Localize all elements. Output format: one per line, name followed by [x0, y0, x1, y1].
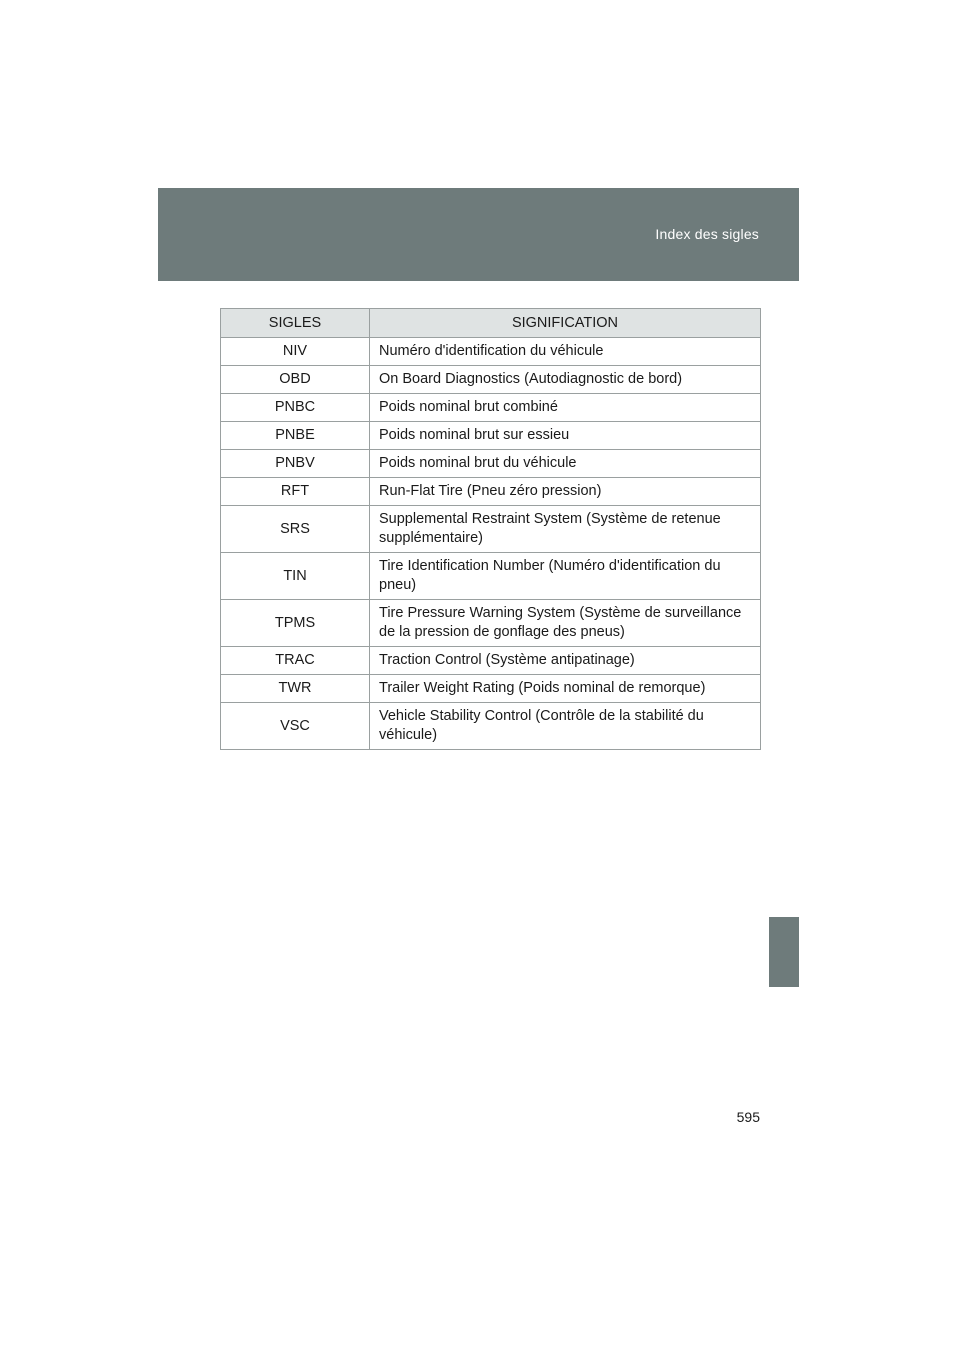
abbreviation-cell: TRAC — [221, 647, 370, 675]
abbreviation-cell: SRS — [221, 506, 370, 553]
meaning-cell: Run-Flat Tire (Pneu zéro pression) — [370, 478, 761, 506]
column-header-abbreviation: SIGLES — [221, 309, 370, 338]
meaning-cell: Poids nominal brut sur essieu — [370, 422, 761, 450]
table-row — [221, 647, 761, 675]
table-row — [221, 478, 761, 506]
abbreviation-cell: TWR — [221, 675, 370, 703]
meaning-cell: Vehicle Stability Control (Contrôle de la stabilité du véhicule) — [370, 703, 761, 750]
abbreviation-cell: PNBV — [221, 450, 370, 478]
page-number: 595 — [736, 1109, 760, 1125]
abbreviation-cell: OBD — [221, 366, 370, 394]
table-row — [221, 338, 761, 366]
meaning-cell: Poids nominal brut combiné — [370, 394, 761, 422]
meaning-cell: Tire Identification Number (Numéro d'identification du pneu) — [370, 553, 761, 600]
meaning-cell: Tire Pressure Warning System (Système de surveillance de la pression de gonflage des pneus) — [370, 600, 761, 647]
table-row — [221, 450, 761, 478]
column-header-meaning: SIGNIFICATION — [370, 309, 761, 338]
abbreviation-cell: VSC — [221, 703, 370, 750]
table-row — [221, 553, 761, 600]
meaning-cell: Poids nominal brut du véhicule — [370, 450, 761, 478]
table-row — [221, 506, 761, 553]
abbreviation-cell: TIN — [221, 553, 370, 600]
abbreviation-cell: RFT — [221, 478, 370, 506]
abbreviation-cell: PNBE — [221, 422, 370, 450]
abbreviation-cell: PNBC — [221, 394, 370, 422]
acronym-table — [220, 308, 761, 750]
meaning-cell: On Board Diagnostics (Autodiagnostic de bord) — [370, 366, 761, 394]
table-header-row — [221, 309, 761, 338]
meaning-cell: Traction Control (Système antipatinage) — [370, 647, 761, 675]
abbreviation-cell: TPMS — [221, 600, 370, 647]
section-thumb-tab — [769, 917, 799, 987]
section-title: Index des sigles — [655, 226, 759, 242]
table-row — [221, 394, 761, 422]
table-row — [221, 703, 761, 750]
meaning-cell: Trailer Weight Rating (Poids nominal de remorque) — [370, 675, 761, 703]
table-row — [221, 422, 761, 450]
meaning-cell: Numéro d'identification du véhicule — [370, 338, 761, 366]
table-row — [221, 675, 761, 703]
table-row — [221, 366, 761, 394]
meaning-cell: Supplemental Restraint System (Système de retenue supplémentaire) — [370, 506, 761, 553]
table-row — [221, 600, 761, 647]
header-band — [158, 188, 799, 281]
abbreviation-cell: NIV — [221, 338, 370, 366]
